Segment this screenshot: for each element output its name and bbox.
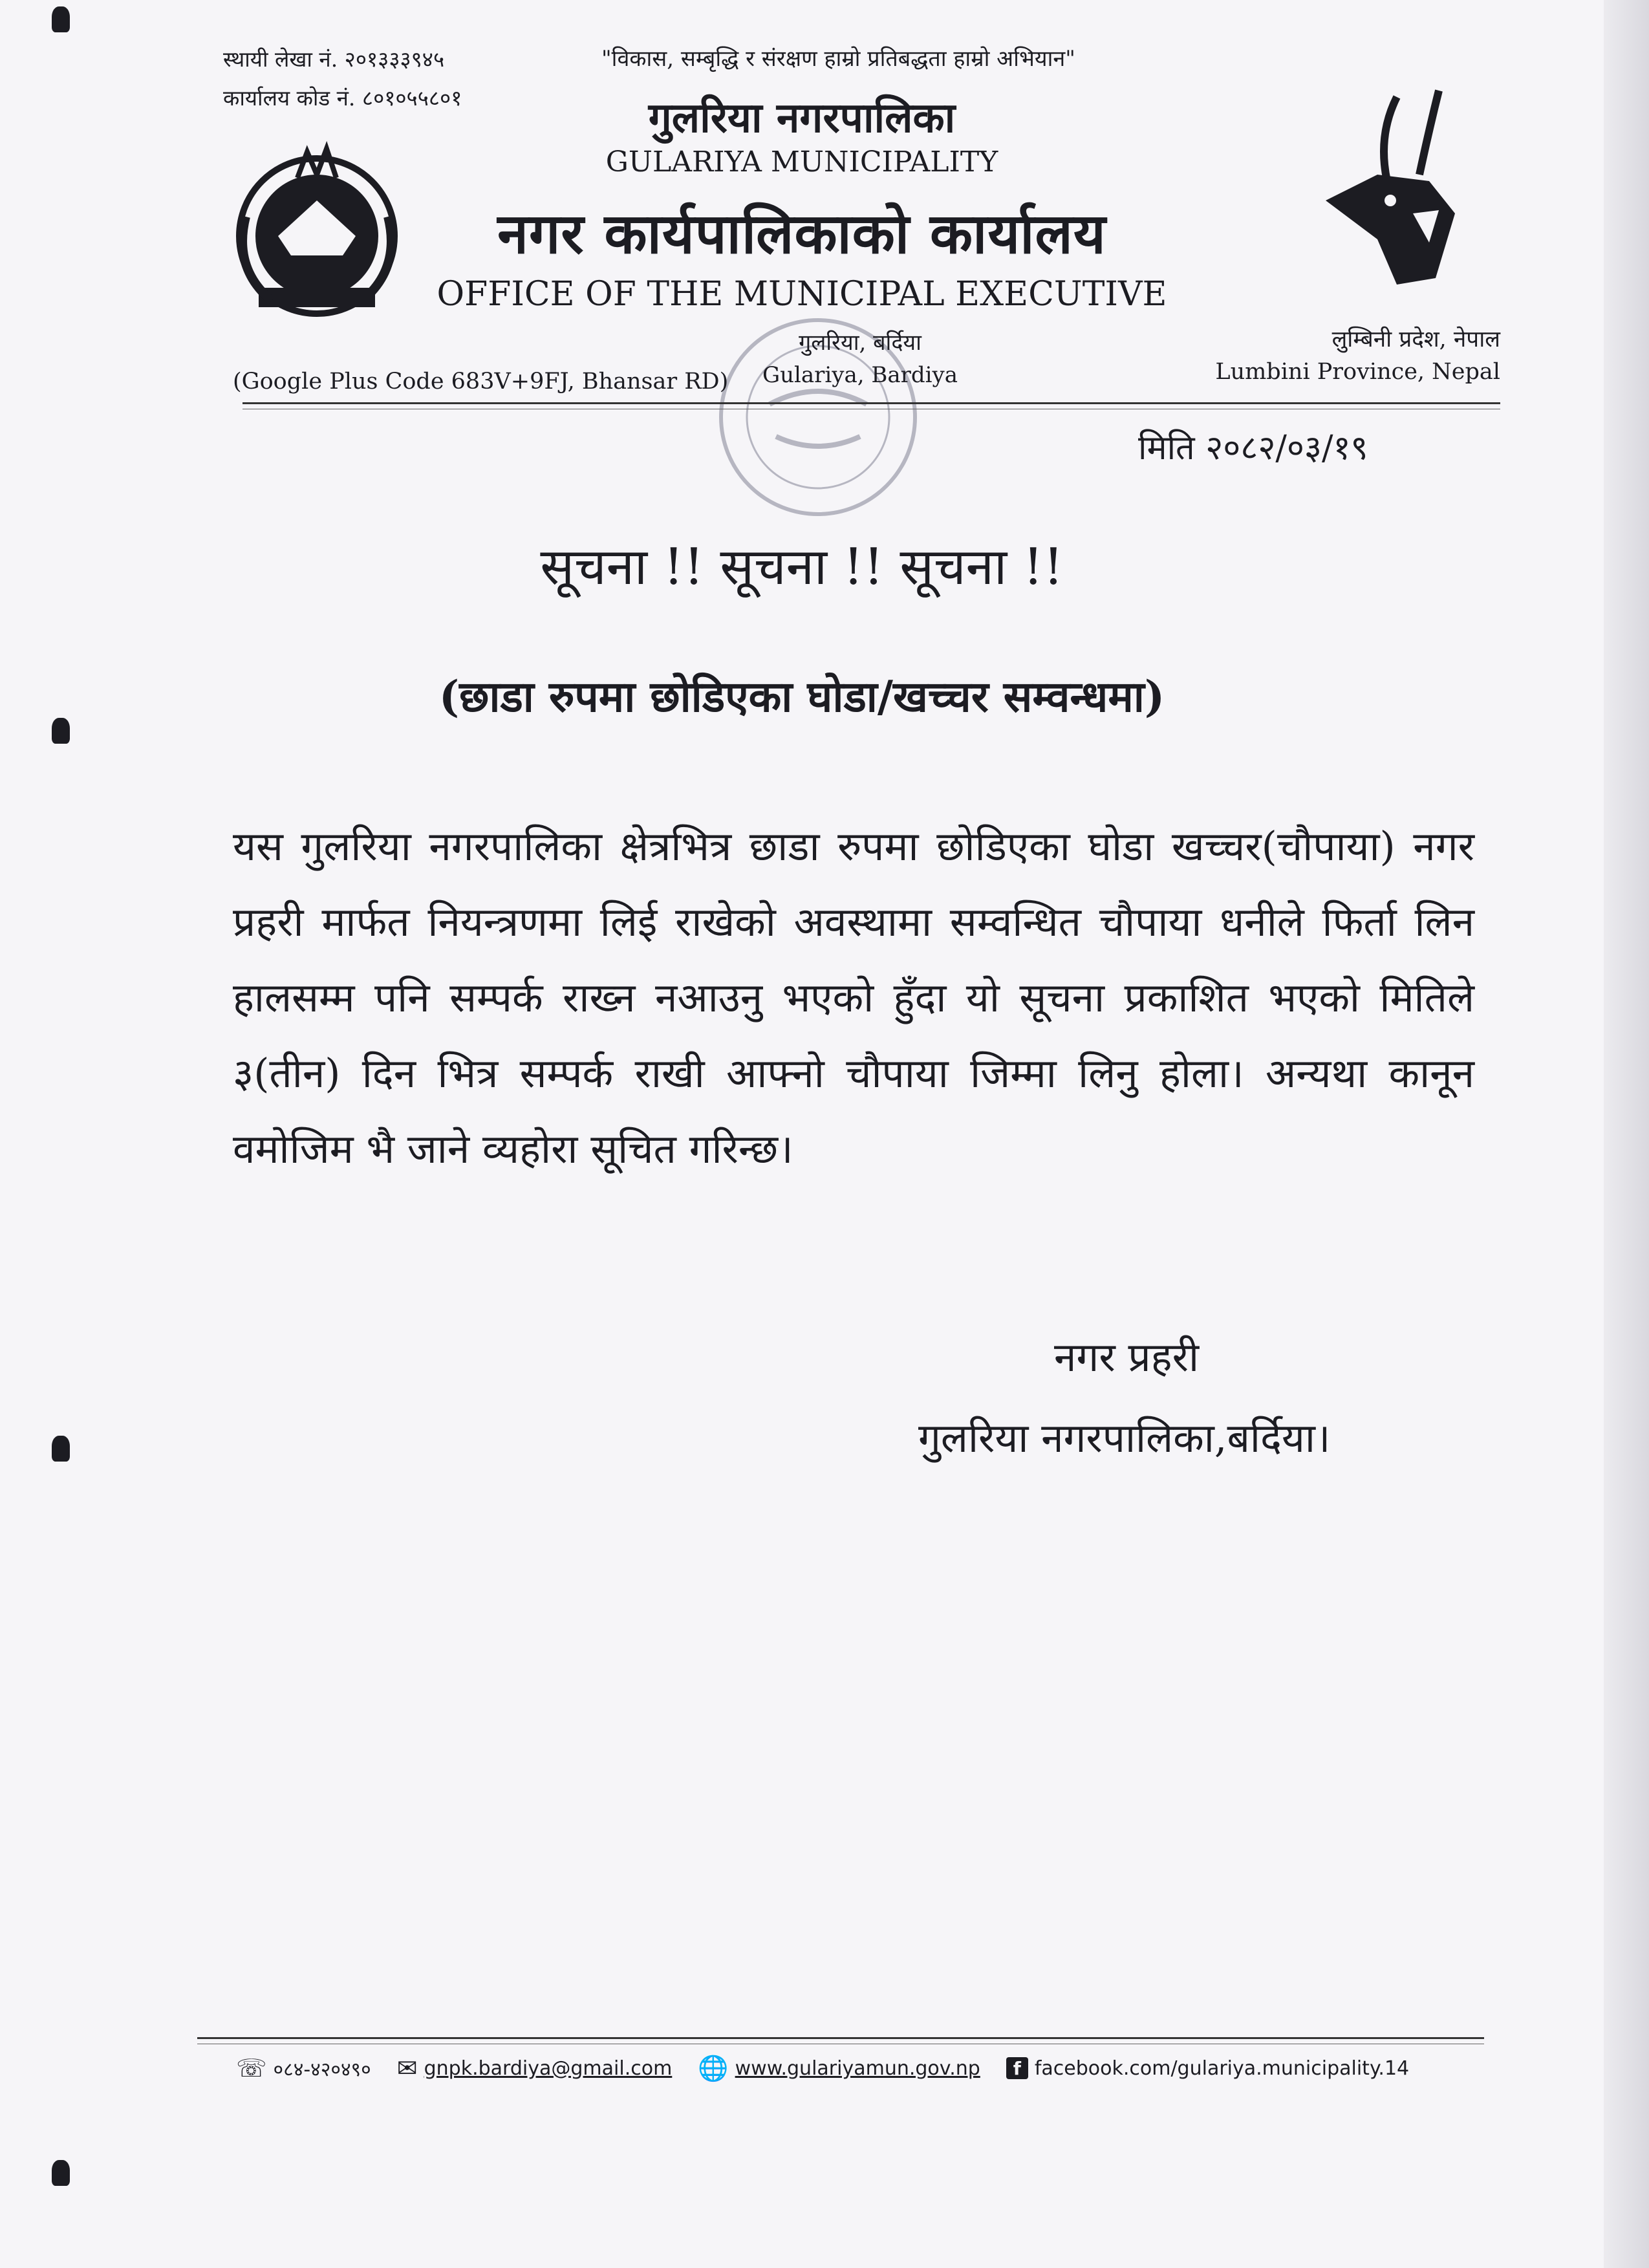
globe-icon: 🌐 [698, 2053, 729, 2082]
footer-contacts [236, 2049, 1491, 2088]
notice-date: मिति २०८२/०३/१९ [1138, 429, 1368, 468]
footer-phone [236, 2054, 371, 2082]
phone-number: ०८४-४२०४९० [273, 2058, 371, 2081]
email-link[interactable]: gnpk.bardiya@gmail.com [424, 2057, 673, 2080]
mail-icon: ✉ [396, 2054, 418, 2082]
footer-website [698, 2054, 980, 2083]
footer-divider [197, 2037, 1484, 2039]
office-name-english: OFFICE OF THE MUNICIPAL EXECUTIVE [436, 275, 1167, 314]
office-name-nepali: नगर कार्यपालिकाको कार्यालय [497, 201, 1106, 266]
notice-subject: (छाडा रुपमा छोडिएका घोडा/खच्चर सम्वन्धमा) [438, 671, 1165, 722]
location-nepali: गुलरिया, बर्दिया [799, 330, 921, 356]
blackbuck-logo-icon [1300, 84, 1474, 297]
municipality-name-nepali: गुलरिया नगरपालिका [648, 94, 956, 142]
google-plus-code: (Google Plus Code 683V+9FJ, Bhansar RD) [233, 369, 729, 394]
signatory-title: नगर प्रहरी [1054, 1334, 1199, 1381]
facebook-link[interactable]: facebook.com/gulariya.municipality.14 [1034, 2057, 1410, 2080]
punch-hole-mark [52, 2160, 70, 2186]
facebook-icon: f [1006, 2057, 1028, 2079]
notice-body: यस गुलरिया नगरपालिका क्षेत्रभित्र छाडा रुपमा छोडिएका घोडा खच्चर(चौपाया) नगर प्रहरी मार्फत नियन्त्रणमा लिई राखेको अवस्थामा सम्वन्धित चौपाया धनीले फिर्ता लिन हालसम्म पनि सम्पर्क राख्न नआउनु भएको हुँदा यो सूचना प्रकाशित भएको मितिले ३(तीन) दिन भित्र सम्पर्क राखी आफ्नो चौपाया जिम्मा लिनु होला। अन्यथा कानून वमोजिम भै जाने व्यहोरा सूचित गरिन्छ। [233, 823, 1474, 1172]
province-english: Lumbini Province, Nepal [1215, 359, 1500, 385]
municipality-name-english: GULARIYA MUNICIPALITY [605, 146, 998, 178]
registration-number: स्थायी लेखा नं. २०१३३३९४५ [223, 47, 445, 72]
slogan: "विकास, सम्बृद्धि र संरक्षण हाम्रो प्रतिबद्धता हाम्रो अभियान" [601, 46, 1075, 72]
website-link[interactable]: www.gulariyamun.gov.np [735, 2057, 980, 2080]
notice-heading: सूचना !! सूचना !! सूचना !! [540, 538, 1064, 596]
punch-hole-mark [52, 6, 70, 32]
punch-hole-mark [52, 1436, 70, 1462]
phone-icon: ☏ [236, 2054, 267, 2082]
province-nepali: लुम्बिनी प्रदेश, नेपाल [1331, 327, 1500, 352]
office-code: कार्यालय कोड नं. ८०१०५५८०१ [223, 85, 462, 111]
footer-facebook [1006, 2057, 1409, 2080]
signatory-office: गुलरिया नगरपालिका,बर्दिया। [918, 1414, 1331, 1462]
footer-email [397, 2054, 673, 2082]
header-divider [242, 402, 1500, 404]
scan-edge [1604, 0, 1649, 2268]
location-english: Gulariya, Bardiya [762, 362, 958, 388]
